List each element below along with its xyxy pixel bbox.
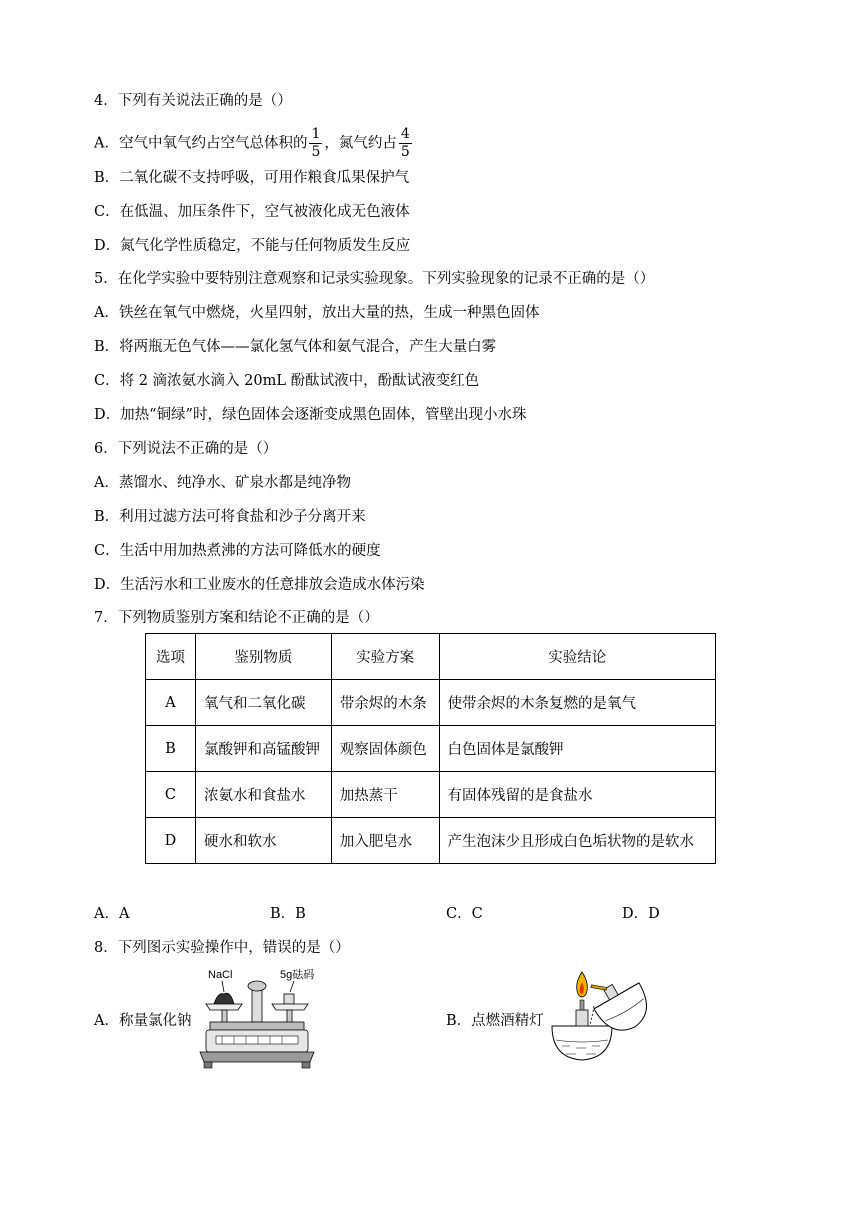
nacl-label: NaCl bbox=[208, 969, 233, 981]
table-cell: 观察固体颜色 bbox=[331, 726, 439, 772]
q8-option-b-label: B．点燃酒精灯 bbox=[446, 1013, 544, 1029]
table-cell: B bbox=[146, 726, 196, 772]
table-cell: 白色固体是氯酸钾 bbox=[439, 726, 715, 772]
q8-option-a-label: A．称量氯化钠 bbox=[94, 1013, 192, 1029]
q5-option-c: C．将 2 滴浓氨水滴入 20mL 酚酞试液中，酚酞试液变红色 bbox=[94, 373, 480, 389]
q4-option-c: C．在低温、加压条件下，空气被液化成无色液体 bbox=[94, 204, 410, 220]
q6-option-a: A．蒸馏水、纯净水、矿泉水都是纯净物 bbox=[94, 475, 351, 491]
fraction-one-fifth: $\frac{1}{5}$ bbox=[311, 126, 321, 160]
fraction-four-fifths: $\frac{4}{5}$ bbox=[400, 126, 410, 160]
q4-option-a bbox=[94, 126, 414, 161]
table-cell: D bbox=[146, 818, 196, 864]
weight-label: 5g砝码 bbox=[280, 969, 315, 981]
q4-stem: 4．下列有关说法正确的是（） bbox=[94, 93, 292, 109]
q5-option-d: D．加热“铜绿”时，绿色固体会逐渐变成黑色固体，管壁出现小水珠 bbox=[94, 407, 527, 423]
q7-option-b: B．B bbox=[270, 906, 306, 922]
q4-a-prefix: A．空气中氧气约占空气总体积的 bbox=[94, 135, 308, 152]
table-cell: 加热蒸干 bbox=[331, 772, 439, 818]
table-cell: C bbox=[146, 772, 196, 818]
table-row bbox=[146, 680, 716, 726]
q7-option-d: D．D bbox=[622, 906, 660, 922]
table-cell: 氯酸钾和高锰酸钾 bbox=[195, 726, 331, 772]
table-header: 鉴别物质 bbox=[195, 634, 331, 680]
table-header-row bbox=[146, 634, 716, 680]
table-cell: 浓氨水和食盐水 bbox=[195, 772, 331, 818]
q4-a-mid: ，氮气约占 bbox=[324, 135, 397, 152]
table-cell: 有固体残留的是食盐水 bbox=[439, 772, 715, 818]
table-cell: 加入肥皂水 bbox=[331, 818, 439, 864]
q5-option-a: A．铁丝在氧气中燃烧，火星四射，放出大量的热，生成一种黑色固体 bbox=[94, 305, 540, 321]
table-header: 选项 bbox=[146, 634, 196, 680]
table-cell: 带余烬的木条 bbox=[331, 680, 439, 726]
table-header: 实验结论 bbox=[439, 634, 715, 680]
table-row bbox=[146, 772, 716, 818]
table-cell: 氧气和二氧化碳 bbox=[195, 680, 331, 726]
q6-option-d: D．生活污水和工业废水的任意排放会造成水体污染 bbox=[94, 577, 425, 593]
q5-option-b: B．将两瓶无色气体——氯化氢气体和氨气混合，产生大量白雾 bbox=[94, 339, 497, 355]
table-header: 实验方案 bbox=[331, 634, 439, 680]
q6-stem: 6．下列说法不正确的是（） bbox=[94, 441, 278, 457]
table-cell: A bbox=[146, 680, 196, 726]
table-cell: 使带余烬的木条复燃的是氧气 bbox=[439, 680, 715, 726]
table-cell: 产生泡沫少且形成白色垢状物的是软水 bbox=[439, 818, 715, 864]
q7-table bbox=[145, 633, 716, 864]
q6-option-c: C．生活中用加热煮沸的方法可降低水的硬度 bbox=[94, 543, 381, 559]
q7-stem: 7．下列物质鉴别方案和结论不正确的是（） bbox=[94, 610, 379, 626]
balance-scale-figure bbox=[196, 964, 320, 1072]
table-cell: 硬水和软水 bbox=[195, 818, 331, 864]
q4-option-b: B．二氧化碳不支持呼吸，可用作粮食瓜果保护气 bbox=[94, 170, 410, 186]
table-row bbox=[146, 818, 716, 864]
q6-option-b: B．利用过滤方法可将食盐和沙子分离开来 bbox=[94, 509, 366, 525]
table-row bbox=[146, 726, 716, 772]
q7-option-c: C．C bbox=[446, 906, 483, 922]
alcohol-lamp-figure bbox=[546, 966, 650, 1064]
q5-stem: 5．在化学实验中要特别注意观察和记录实验现象。下列实验现象的记录不正确的是（） bbox=[94, 271, 655, 287]
q4-option-d: D．氮气化学性质稳定，不能与任何物质发生反应 bbox=[94, 238, 411, 254]
q8-stem: 8．下列图示实验操作中，错误的是（） bbox=[94, 940, 350, 956]
q7-option-a: A．A bbox=[94, 906, 130, 922]
